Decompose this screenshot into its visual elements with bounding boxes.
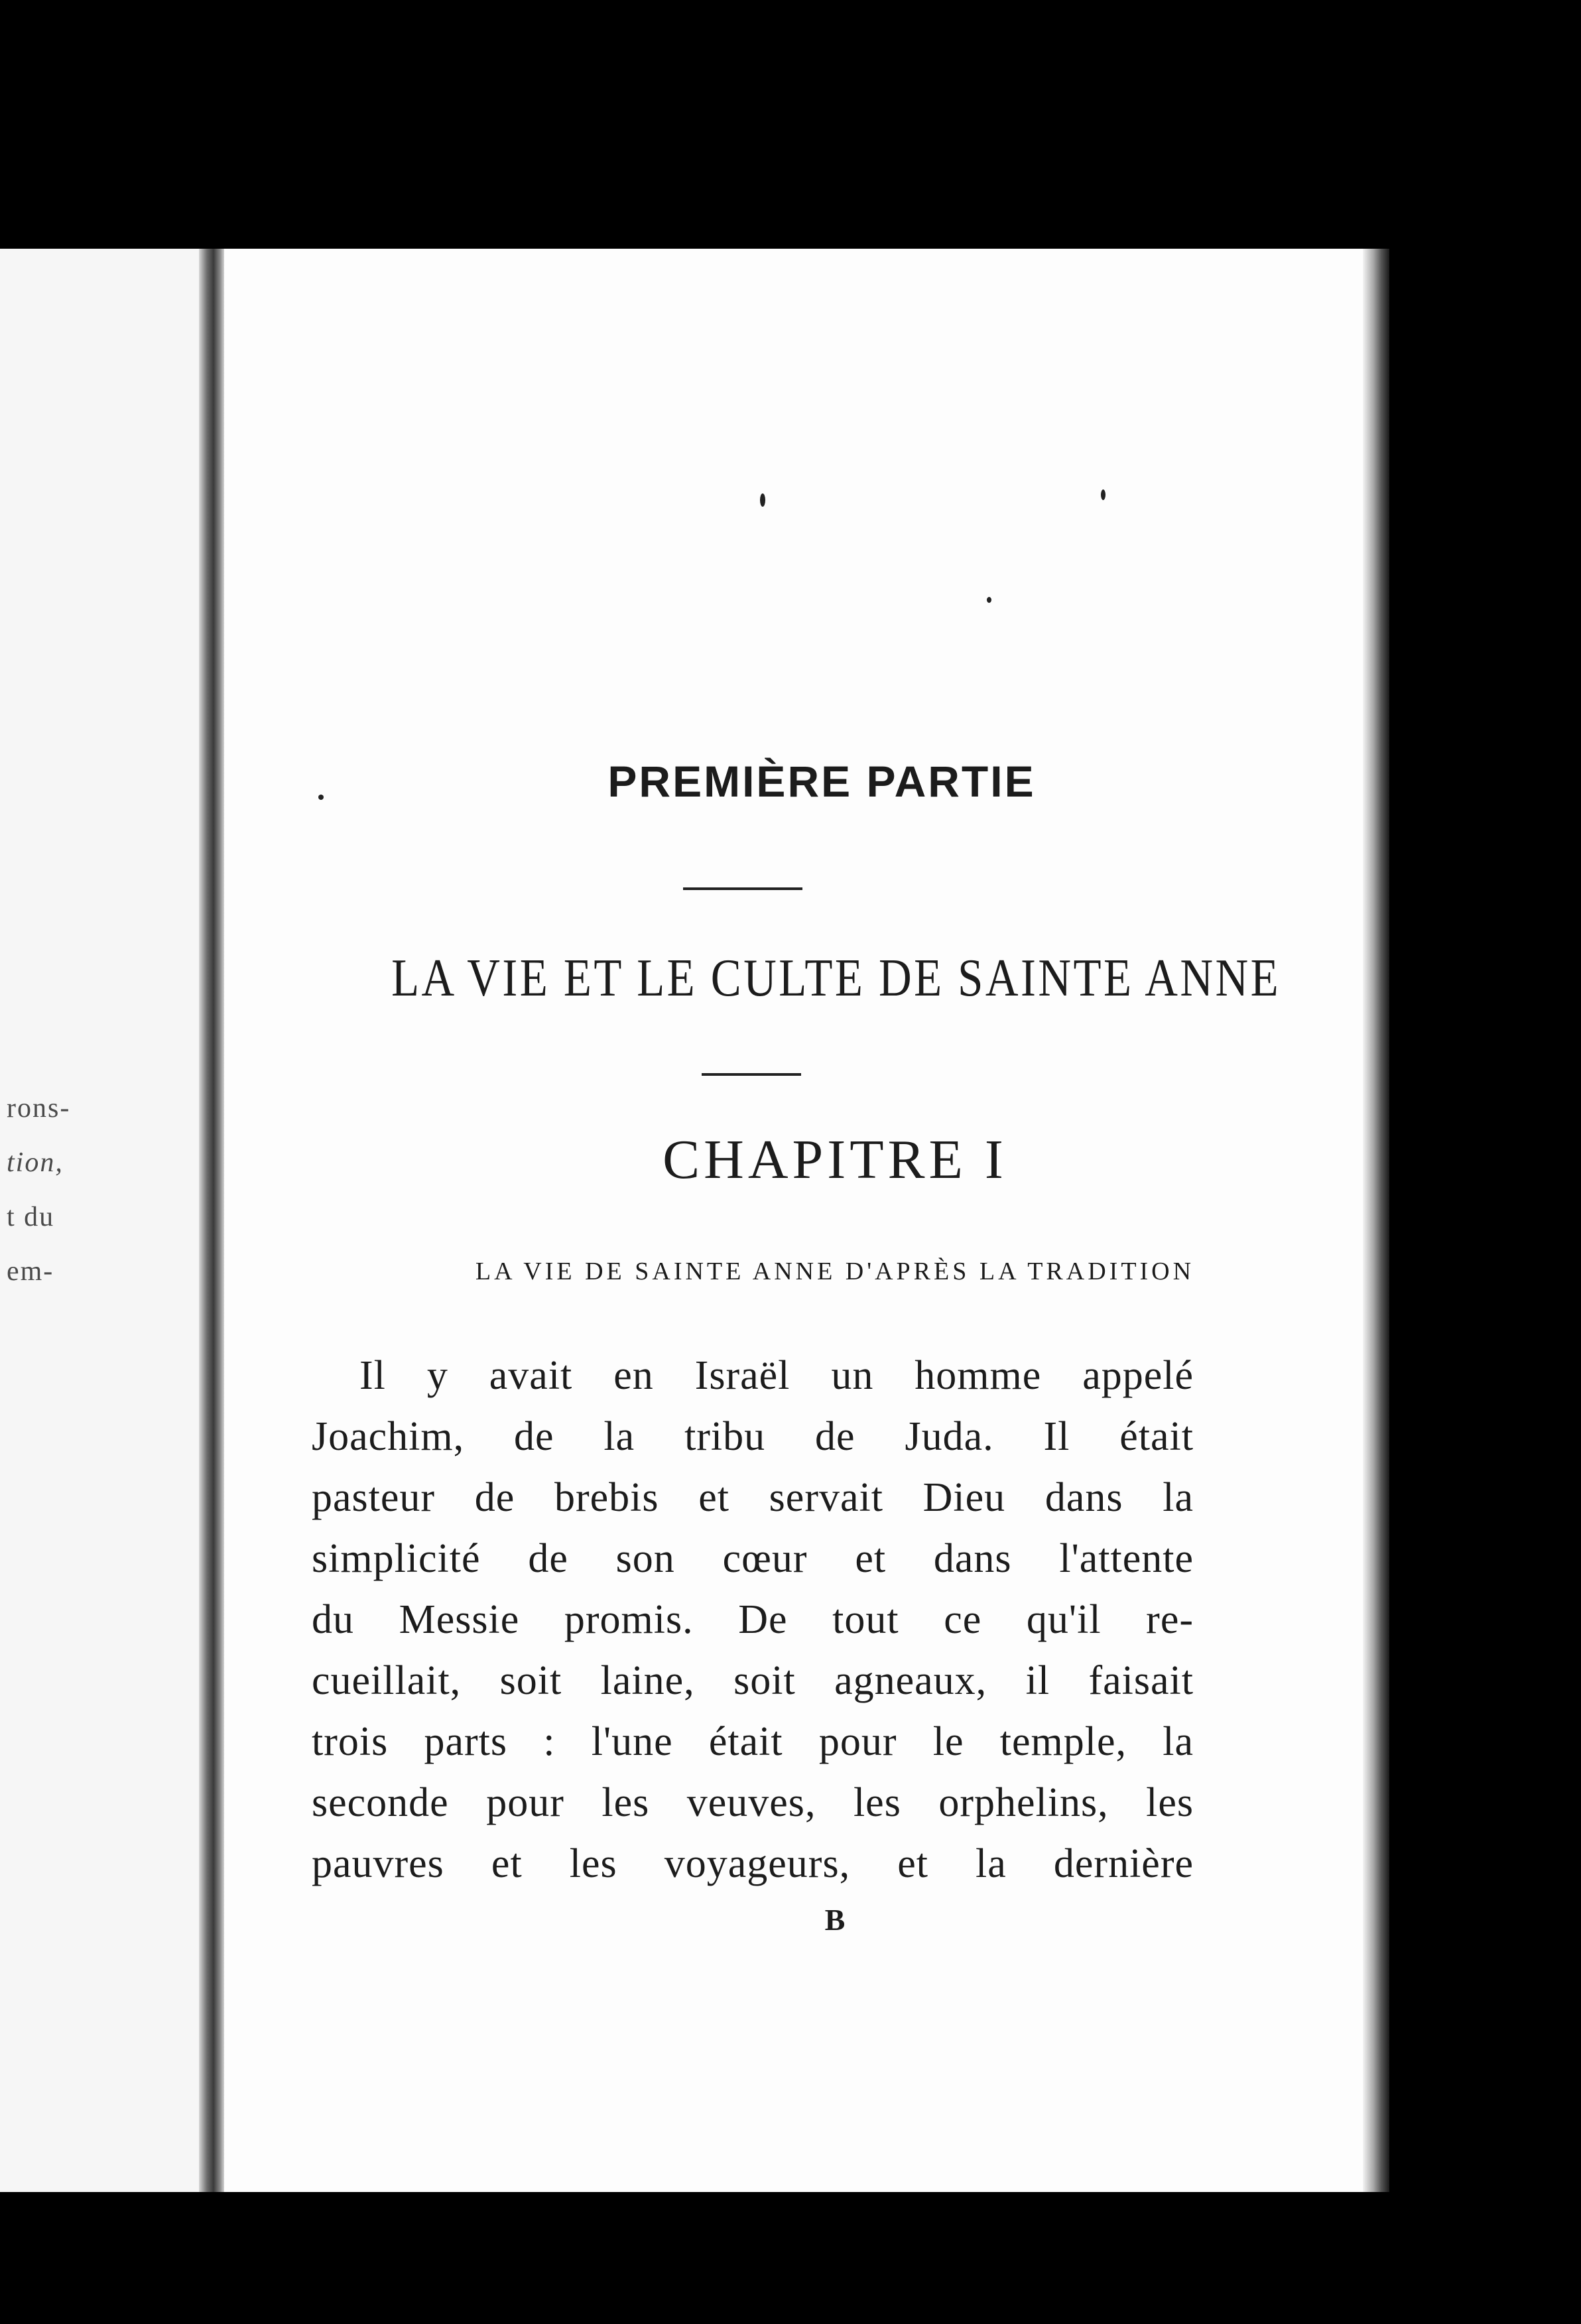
scan-speck [987,597,991,603]
body-line: du Messie promis. De tout ce qu'il re- [312,1597,1194,1642]
fragment-line: rons- [7,1093,71,1124]
body-line: Joachim, de la tribu de Juda. Il était [312,1414,1194,1459]
title-divider [683,887,802,890]
fragment-line: t du [7,1202,55,1232]
chapter-subtitle: LA VIE DE SAINTE ANNE D'APRÈS LA TRADITION [475,1258,1195,1285]
body-line: Il y avait en Israël un homme appelé [359,1353,1194,1398]
body-line: seconde pour les veuves, les orphelins, les [312,1780,1194,1825]
body-paragraph [312,1345,1194,1894]
chapter-title: CHAPITRE I [663,1129,1007,1191]
section-title: LA VIE ET LE CULTE DE SAINTE ANNE [391,949,1281,1007]
body-line: pasteur de brebis et servait Dieu dans la [312,1475,1194,1520]
body-line: simplicité de son cœur et dans l'attente [312,1536,1194,1581]
body-line: trois parts : l'une était pour le temple, la [312,1719,1194,1764]
body-line: cueillait, soit laine, soit agneaux, il faisait [312,1658,1194,1703]
scan-speck [1101,489,1106,500]
part-title: PREMIÈRE PARTIE [607,757,1036,806]
current-page [224,249,1379,2192]
body-line: pauvres et les voyageurs, et la dernière [312,1841,1194,1886]
signature-mark: B [824,1903,846,1937]
fragment-line: em- [7,1256,54,1287]
scan-speck [760,493,765,507]
fragment-line: tion, [7,1147,64,1178]
book-gutter [199,249,225,2192]
previous-page-text-fragments [7,1081,99,1299]
section-divider [702,1073,801,1076]
page-edge [1363,249,1389,2192]
